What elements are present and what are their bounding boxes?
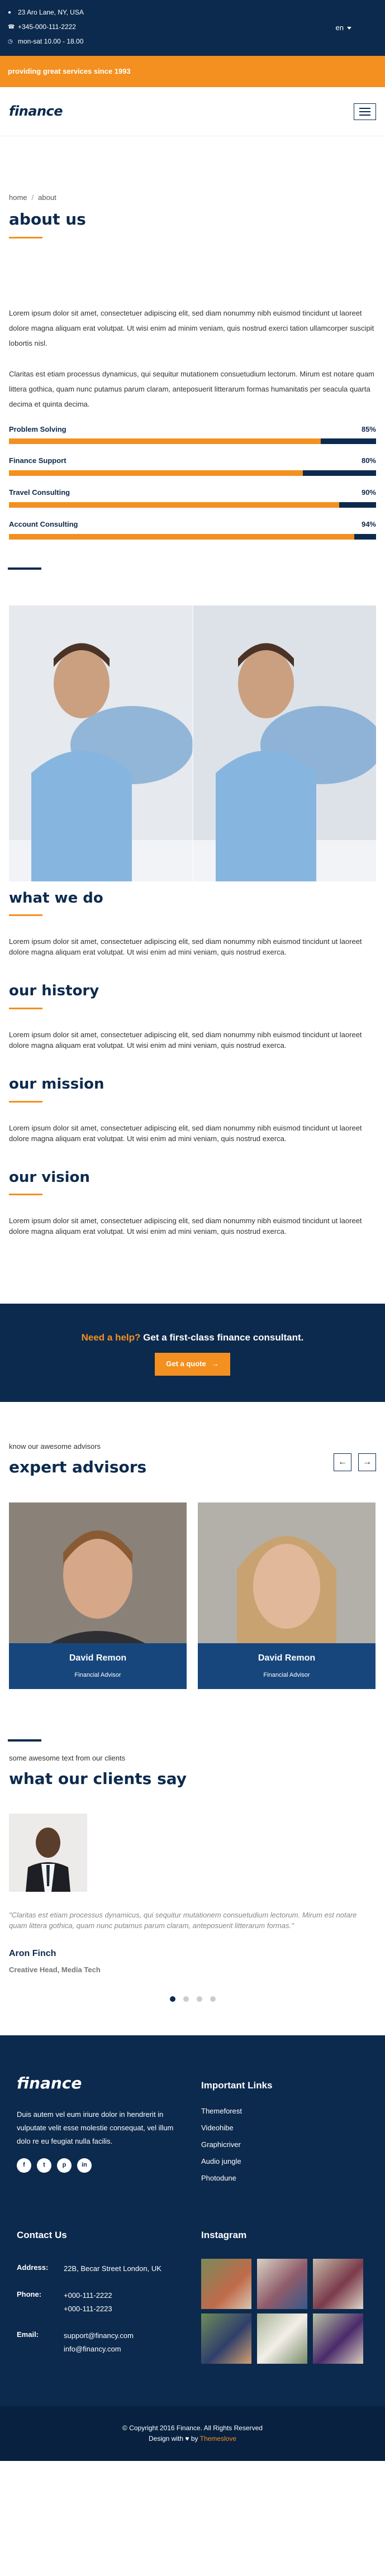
skill-item [9,424,376,445]
copyright-text: © Copyright 2016 Finance. All Rights Reserved [122,2424,263,2432]
clients-section [0,1753,385,2002]
pagination-dot[interactable] [210,1996,216,2002]
social-links [17,2158,92,2173]
skill-label: Problem Solving [9,424,66,433]
breadcrumb-current: about [38,193,56,202]
email-value[interactable]: info@financy.com [64,2344,121,2353]
section-title: our vision [9,1168,90,1186]
section-text: Lorem ipsum dolor sit amet, consectetuer adipiscing elit, sed diam nonummy nibh euismod tincidunt ut laoreet dolore magna aliquam erat volutpat. Ut wisi enim ad mini veniam, quis nostrud exerca. [9,1217,362,1236]
title-underline [9,1101,42,1103]
advisor-name: David Remon [69,1653,127,1663]
footer-link[interactable]: Photodune [201,2173,236,2182]
section-text: Lorem ipsum dolor sit amet, consectetuer adipiscing elit, sed diam nonummy nibh euismod tincidunt ut laoreet dolore magna aliquam erat volutpat. Ut wisi enim ad mini veniam, quis nostrud exerca. [9,1123,362,1143]
get-quote-label: Get a quote [166,1359,206,1368]
clients-title: what our clients say [9,1769,187,1788]
breadcrumb [0,136,385,204]
design-credit [0,2434,385,2444]
copyright-bar [0,2406,385,2461]
hamburger-icon-line [359,115,370,116]
advisor-role: Financial Advisor [74,1672,121,1679]
topbar-hours [8,35,377,49]
advisor-caption [9,1643,187,1689]
advisor-cards [9,1502,376,1689]
hamburger-icon-line [359,111,370,112]
arrow-left-icon: ← [338,1457,347,1467]
linkedin-icon[interactable]: in [77,2158,92,2173]
testimonial-author: Aron Finch [9,1949,56,1959]
footer-link[interactable]: Themeforest [201,2106,242,2115]
email-label: Email: [17,2330,39,2339]
skill-label: Account Consulting [9,519,78,528]
cta-highlight: Need a help? [81,1332,141,1343]
cta-banner [0,1304,385,1402]
address-value: 22B, Becar Street London, UK [64,2264,161,2273]
testimonial-quote: "Claritas est etiam processus dynamicus, qui sequitur mutationem consuetudium lectorum. Mirum est notare quam littera gothica, quam nunc putamus parum claram, anteposuerit litterarum formas." [9,1911,357,1930]
team-photo [9,605,376,881]
topbar-address [8,6,377,20]
carousel-controls [334,1453,376,1471]
skill-progress-fill [9,502,339,508]
pagination-dot[interactable] [170,1996,175,2002]
skill-progress-fill [9,534,354,540]
pagination-dot[interactable] [197,1996,202,2002]
footer-logo[interactable]: finance [17,2073,82,2092]
email-value[interactable]: support@financy.com [64,2331,134,2340]
skill-progress-fill [9,438,321,444]
advisor-card[interactable] [198,1502,376,1689]
topbar-phone [8,20,377,35]
tagline-bar [0,56,385,87]
instagram-grid [201,2259,363,2364]
skill-item [9,455,376,476]
pagination-dot[interactable] [183,1996,189,2002]
important-links-title: Important Links [201,2079,273,2091]
team-photo-image [9,605,376,881]
clock-icon: ◷ [8,39,13,45]
carousel-next-button[interactable] [358,1453,376,1471]
skill-value: 80% [361,456,376,465]
skill-progress-bar [9,502,376,508]
address-text: 23 Aro Lane, NY, USA [18,8,84,17]
menu-toggle-button[interactable] [354,103,376,120]
cta-message: Get a first-class finance consultant. [143,1332,304,1343]
hamburger-icon-line [359,108,370,109]
intro-paragraph: Claritas est etiam processus dynamicus, qui sequitur mutationem consuetudium lectorum. Mirum est notare quam littera gothica, quam nunc putamus parum claram, anteposuerit litterarum formas humanitatis per seacula quarta decima et quinta decima. [9,369,374,408]
testimonial-role: Creative Head, Media Tech [9,1965,101,1974]
section-title: our mission [9,1075,104,1093]
intro-paragraph: Lorem ipsum dolor sit amet, consectetuer adipiscing elit, sed diam nonummy nibh euismod tincidunt ut laoreet dolore magna aliquam erat volutpat. Ut wisi enim ad minim veniam, quis nostrud exerci tation ullamcorper suscipit lobortis nisl. [9,308,374,347]
cta-text [82,1330,304,1345]
skill-progress-fill [9,470,303,476]
skill-item [9,519,376,540]
client-avatar [9,1814,87,1892]
section-text: Lorem ipsum dolor sit amet, consectetuer adipiscing elit, sed diam nonummy nibh euismod tincidunt ut laoreet dolore magna aliquam erat volutpat. Ut wisi enim ad mini veniam, quis nostrud exerca. [9,1030,362,1050]
instagram-photo[interactable] [201,2259,251,2309]
arrow-right-icon: → [211,1359,219,1368]
address-label: Address: [17,2263,49,2272]
advisor-caption [198,1643,376,1689]
contact-phone [17,2289,161,2316]
skill-item [9,487,376,508]
language-value: en [335,23,344,32]
contact-info [17,2262,161,2369]
contact-address [17,2262,161,2276]
instagram-photo[interactable] [201,2313,251,2364]
advisors-title: expert advisors [9,1457,147,1476]
title-underline [9,1008,42,1009]
instagram-photo[interactable] [313,2313,363,2364]
skill-progress-bar [9,438,376,444]
design-credit-text: Design with ♥ by [149,2434,198,2443]
skill-value: 94% [361,519,376,528]
carousel-prev-button[interactable] [334,1453,351,1471]
get-quote-button[interactable] [155,1353,230,1376]
twitter-icon[interactable]: t [37,2158,51,2173]
our-history-section [0,980,385,1051]
phone-text: +345-000-111-2222 [18,23,76,31]
advisors-section [0,1402,385,1689]
map-marker-icon: ● [8,9,12,16]
skill-label: Finance Support [9,456,66,465]
arrow-right-icon: → [363,1457,372,1467]
instagram-photo[interactable] [313,2259,363,2309]
hours-text: mon-sat 10.00 - 18.00 [18,37,84,46]
section-title: what we do [9,889,103,907]
instagram-photo[interactable] [257,2313,307,2364]
page-title: about us [9,209,86,228]
advisors-kicker: know our awesome advisors [9,1442,101,1451]
pinterest-icon[interactable]: p [57,2158,72,2173]
title-underline [9,1194,42,1195]
instagram-photo[interactable] [257,2259,307,2309]
intro-text [0,238,385,412]
site-logo[interactable]: finance [9,103,63,120]
skill-progress-bar [9,534,376,540]
footer-link[interactable]: Audio jungle [201,2157,241,2165]
section-divider [8,1739,41,1742]
design-credit-link[interactable]: Themeslove [199,2434,236,2443]
chevron-down-icon [347,27,351,30]
facebook-icon[interactable]: f [17,2158,31,2173]
site-header [0,87,385,136]
skill-value: 90% [361,488,376,497]
section-title: our history [9,982,99,1000]
breadcrumb-separator: / [31,193,34,202]
footer-about: Duis autem vel eum iriure dolor in hendrerit in vulputate velit esse molestie consequat, vel illum dolo re eu feugiat nulla facilis. [17,2110,174,2145]
important-links [201,2105,242,2188]
what-we-do-section [0,887,385,958]
client-photo [9,1814,87,1892]
footer-link[interactable]: Graphicriver [201,2140,241,2149]
advisor-card[interactable] [9,1502,187,1689]
phone-value[interactable]: +000-111-2223 [64,2304,112,2313]
title-underline [9,914,42,916]
language-select[interactable] [336,22,351,34]
contact-email [17,2329,161,2356]
phone-icon: ☎ [8,24,15,30]
section-text: Lorem ipsum dolor sit amet, consectetuer adipiscing elit, sed diam nonummy nibh euismod tincidunt ut laoreet dolore magna aliquam erat volutpat. Ut wisi enim ad mini veniam, quis nostrud exerca. [9,937,362,957]
phone-label: Phone: [17,2289,42,2298]
our-vision-section [0,1166,385,1237]
phone-value[interactable]: +000-111-2222 [64,2291,112,2300]
topbar [0,0,385,56]
clients-kicker: some awesome text from our clients [9,1753,126,1762]
skill-value: 85% [361,424,376,433]
skill-label: Travel Consulting [9,488,70,497]
testimonial [9,1814,376,1976]
skill-progress-bar [9,470,376,476]
contact-title: Contact Us [17,2229,67,2240]
site-footer [0,2035,385,2461]
instagram-title: Instagram [201,2229,247,2240]
skills-list [0,412,385,540]
tagline-text: providing great services since 1993 [8,66,131,75]
our-mission-section [0,1073,385,1144]
breadcrumb-home-link[interactable]: home [9,193,27,202]
carousel-pagination [9,1996,376,2002]
advisor-name: David Remon [258,1653,316,1663]
footer-link[interactable]: Videohibe [201,2123,234,2132]
advisor-role: Financial Advisor [263,1672,310,1679]
section-divider [8,567,41,570]
